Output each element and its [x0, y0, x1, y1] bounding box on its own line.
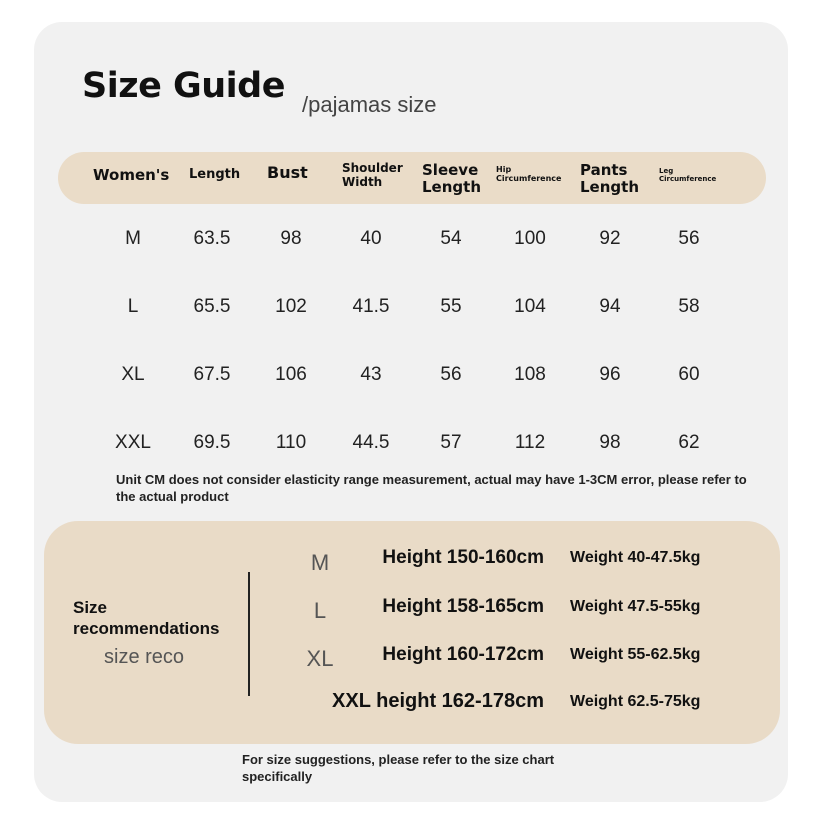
- table-cell-pants: 92: [599, 228, 621, 249]
- page-title: Size Guide: [82, 66, 285, 106]
- table-cell-hip: 104: [514, 296, 546, 317]
- table-cell-shoulder: 41.5: [352, 296, 390, 317]
- recommendations-subtitle: size reco: [104, 646, 185, 668]
- table-cell-shoulder: 44.5: [352, 432, 390, 453]
- table-cell-leg: 60: [678, 364, 700, 385]
- rec-height: Height 150-160cm: [382, 547, 544, 568]
- table-cell-sleeve: 57: [440, 432, 462, 453]
- header-bust: Bust: [267, 163, 308, 182]
- table-cell-leg: 56: [678, 228, 700, 249]
- header-womens: Women's: [93, 166, 170, 184]
- rec-height: Height 158-165cm: [382, 596, 544, 617]
- header-hip-circumference: Hip Circumference: [496, 165, 562, 184]
- table-cell-size: L: [127, 296, 139, 317]
- table-cell-sleeve: 54: [440, 228, 462, 249]
- rec-weight: Weight 55-62.5kg: [570, 646, 701, 663]
- table-cell-hip: 108: [514, 364, 546, 385]
- header-leg-circumference: Leg Circumference: [659, 167, 717, 184]
- rec-weight: Weight 47.5-55kg: [570, 598, 701, 615]
- table-cell-leg: 58: [678, 296, 700, 317]
- table-cell-shoulder: 40: [360, 228, 382, 249]
- rec-weight: Weight 40-47.5kg: [570, 549, 701, 566]
- table-cell-bust: 98: [280, 228, 302, 249]
- table-cell-sleeve: 56: [440, 364, 462, 385]
- table-cell-hip: 100: [514, 228, 546, 249]
- table-cell-hip: 112: [514, 432, 546, 453]
- table-cell-pants: 94: [599, 296, 621, 317]
- table-cell-size: M: [125, 228, 141, 249]
- vertical-divider: [248, 572, 250, 696]
- rec-size-label: XL: [306, 646, 334, 671]
- header-shoulder-width: Shoulder Width: [342, 161, 403, 189]
- table-cell-pants: 96: [599, 364, 621, 385]
- header-sleeve-length: Sleeve Length: [422, 161, 481, 197]
- rec-size-label: L: [313, 598, 327, 623]
- rec-weight: Weight 62.5-75kg: [570, 693, 701, 710]
- table-cell-size: XL: [121, 364, 145, 385]
- table-cell-length: 63.5: [193, 228, 231, 249]
- table-cell-leg: 62: [678, 432, 700, 453]
- table-cell-bust: 102: [275, 296, 307, 317]
- table-cell-sleeve: 55: [440, 296, 462, 317]
- header-length: Length: [189, 167, 241, 182]
- rec-height: XXL height 162-178cm: [332, 690, 544, 712]
- table-cell-bust: 110: [275, 432, 307, 453]
- table-cell-length: 67.5: [193, 364, 231, 385]
- table-cell-length: 69.5: [193, 432, 231, 453]
- table-cell-bust: 106: [275, 364, 307, 385]
- page-subtitle: /pajamas size: [302, 92, 437, 117]
- table-cell-shoulder: 43: [360, 364, 382, 385]
- table-cell-length: 65.5: [193, 296, 231, 317]
- header-pants-length: Pants Length: [580, 161, 639, 197]
- rec-size-label: M: [310, 550, 330, 575]
- table-cell-size: XXL: [115, 432, 151, 453]
- table-cell-pants: 98: [599, 432, 621, 453]
- recommendations-title: Size recommendations: [73, 598, 220, 638]
- measurement-note: Unit CM does not consider elasticity range measurement, actual may have 1-3CM error, please refer to the actual product: [116, 472, 747, 504]
- footer-note: For size suggestions, please refer to the size chart specifically: [242, 752, 555, 784]
- rec-height: Height 160-172cm: [382, 644, 544, 665]
